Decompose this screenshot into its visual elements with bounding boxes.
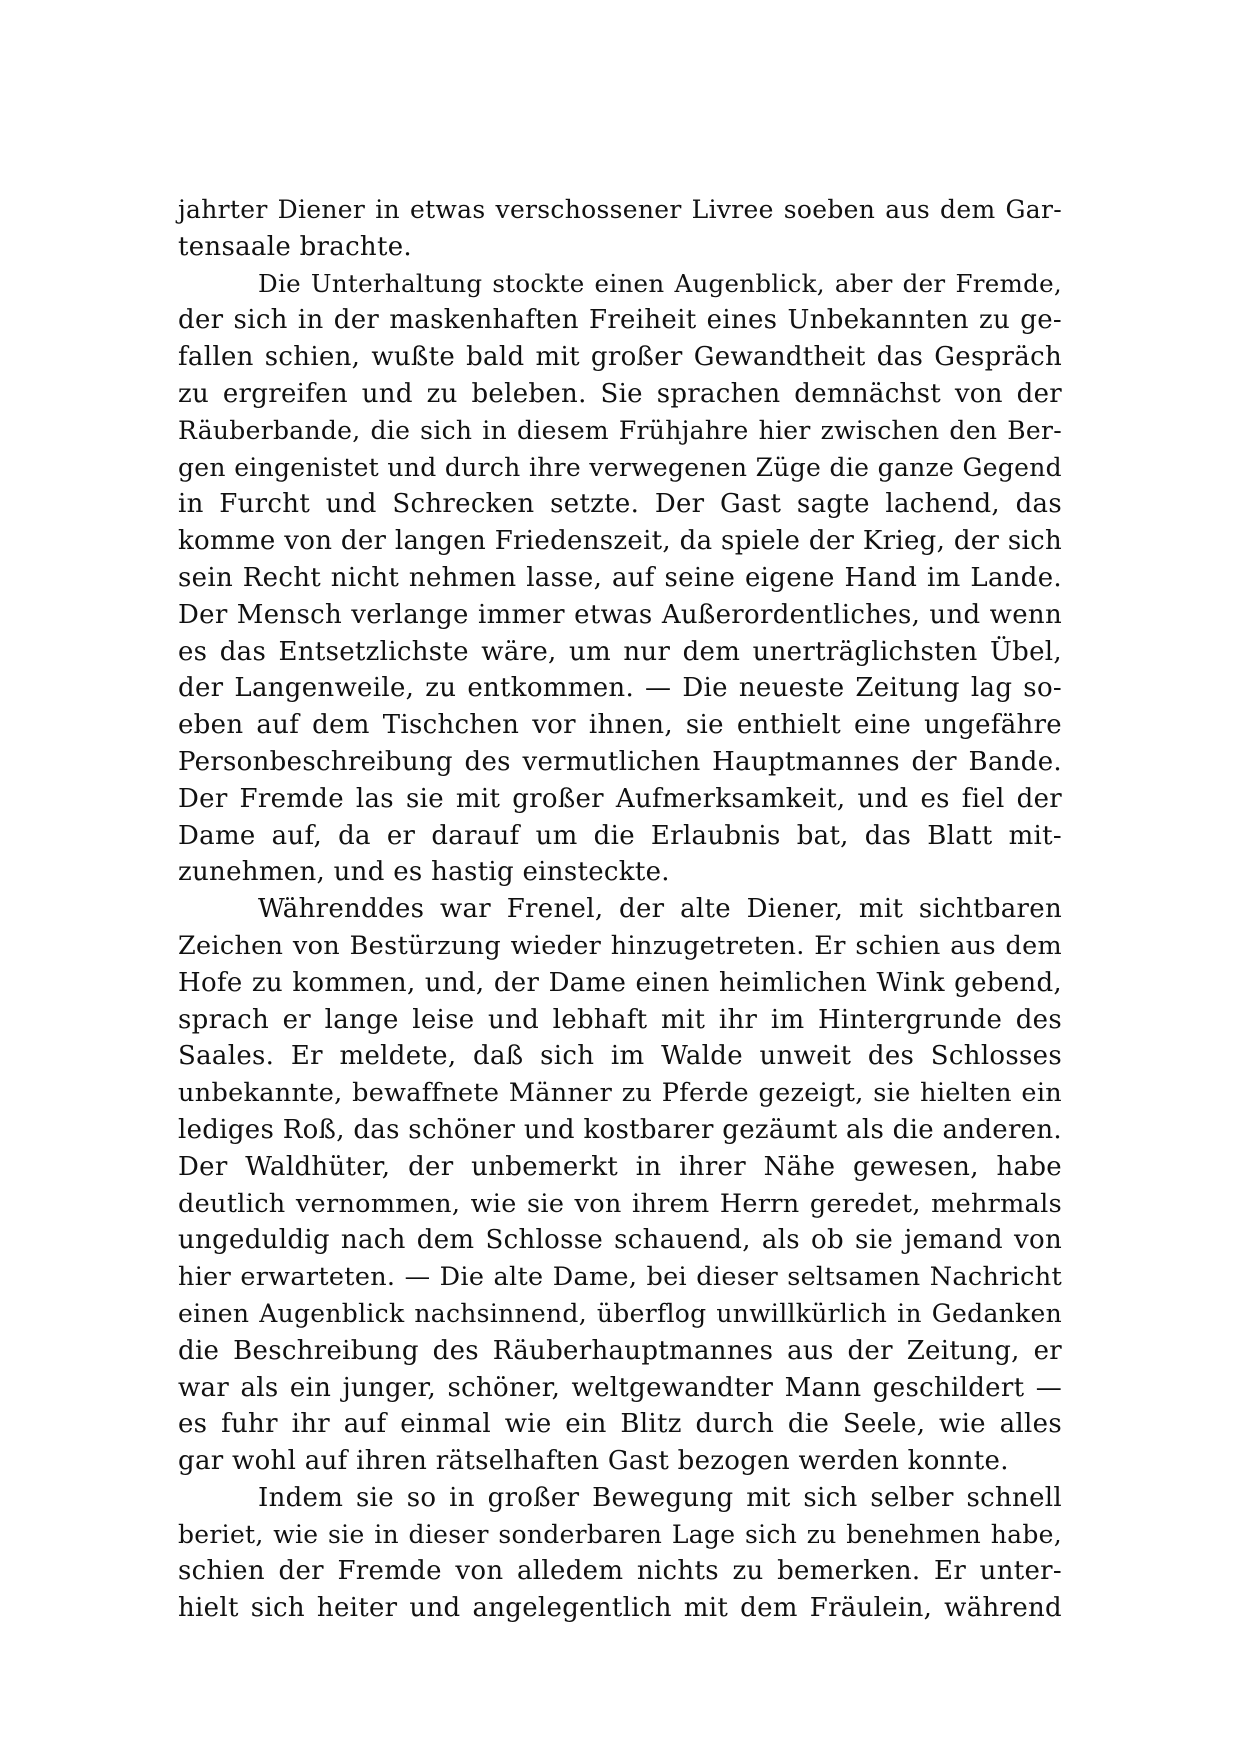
text-line: Die Unterhaltung stockte einen Augenblick, aber der Fremde, — [258, 268, 1062, 298]
text-line: tensaale brachte. — [178, 231, 412, 262]
text-line: Der Waldhüter, der unbemerkt in ihrer Nähe gewesen, habe — [178, 1151, 1062, 1182]
text-line: komme von der langen Friedenszeit, da spiele der Krieg, der sich — [178, 526, 1062, 557]
text-line: Räuberbande, die sich in diesem Frühjahre hier zwischen den Ber- — [178, 415, 1062, 445]
text-line: Hofe zu kommen, und, der Dame einen heimlichen Wink gebend, — [178, 967, 1062, 998]
text-line: in Furcht und Schrecken setzte. Der Gast sagte lachend, das — [178, 489, 1062, 520]
text-line: Dame auf, da er darauf um die Erlaubnis bat, das Blatt mit- — [178, 820, 1062, 851]
text-line: war als ein junger, schöner, weltgewandter Mann geschildert — — [178, 1372, 1062, 1403]
text-line: es fuhr ihr auf einmal wie ein Blitz durch die Seele, wie alles — [178, 1409, 1062, 1440]
text-line: einen Augenblick nachsinnend, überflog unwillkürlich in Gedanken — [178, 1298, 1062, 1328]
text-line: gar wohl auf ihren rätselhaften Gast bezogen werden konnte. — [178, 1446, 1009, 1477]
text-line: fallen schien, wußte bald mit großer Gewandtheit das Gespräch — [178, 342, 1062, 373]
text-line: hier erwarteten. — Die alte Dame, bei dieser seltsamen Nachricht — [178, 1262, 1062, 1293]
text-line: Der Mensch verlange immer etwas Außerordentliches, und wenn — [178, 599, 1062, 630]
text-line: Währenddes war Frenel, der alte Diener, mit sichtbaren — [258, 894, 1062, 925]
text-line: unbekannte, bewaffnete Männer zu Pferde gezeigt, sie hielten ein — [178, 1078, 1062, 1109]
text-line: Saales. Er meldete, daß sich im Walde unweit des Schlosses — [178, 1041, 1062, 1072]
text-line: Der Fremde las sie mit großer Aufmerksamkeit, und es fiel der — [178, 783, 1062, 814]
text-line: schien der Fremde von alledem nichts zu bemerken. Er unter- — [178, 1556, 1062, 1587]
text-line: gen eingenistet und durch ihre verwegenen Züge die ganze Gegend — [178, 452, 1062, 482]
text-line: beriet, wie sie in dieser sonderbaren Lage sich zu benehmen habe, — [178, 1519, 1062, 1549]
text-line: die Beschreibung des Räuberhauptmannes aus der Zeitung, er — [178, 1335, 1062, 1366]
text-line: jahrter Diener in etwas verschossener Livree soeben aus dem Gar- — [178, 195, 1062, 224]
text-line: zunehmen, und es hastig einsteckte. — [178, 857, 670, 888]
text-line: sein Recht nicht nehmen lasse, auf seine eigene Hand im Lande. — [178, 562, 1062, 593]
text-line: Zeichen von Bestürzung wieder hinzugetreten. Er schien aus dem — [178, 930, 1062, 961]
text-line: hielt sich heiter und angelegentlich mit dem Fräulein, während — [178, 1593, 1062, 1624]
text-line: es das Entsetzlichste wäre, um nur dem unerträglichsten Übel, — [178, 636, 1062, 667]
body-text — [178, 192, 1062, 1627]
text-line: zu ergreifen und zu beleben. Sie sprachen demnächst von der — [178, 378, 1062, 409]
text-line: ungeduldig nach dem Schlosse schauend, als ob sie jemand von — [178, 1225, 1062, 1256]
text-line: eben auf dem Tischchen vor ihnen, sie enthielt eine ungefähre — [178, 710, 1062, 741]
text-line: der sich in der maskenhaften Freiheit eines Unbekannten zu ge- — [178, 305, 1062, 336]
text-line: lediges Roß, das schöner und kostbarer gezäumt als die anderen. — [178, 1114, 1062, 1145]
text-line: Personbeschreibung des vermutlichen Hauptmannes der Bande. — [178, 746, 1062, 777]
text-line: Indem sie so in großer Bewegung mit sich selber schnell — [258, 1482, 1062, 1513]
text-line: sprach er lange leise und lebhaft mit ihr im Hintergrunde des — [178, 1004, 1062, 1035]
text-line: deutlich vernommen, wie sie von ihrem Herrn geredet, mehrmals — [178, 1188, 1062, 1219]
text-line: der Langenweile, zu entkommen. — Die neueste Zeitung lag so- — [178, 673, 1062, 704]
